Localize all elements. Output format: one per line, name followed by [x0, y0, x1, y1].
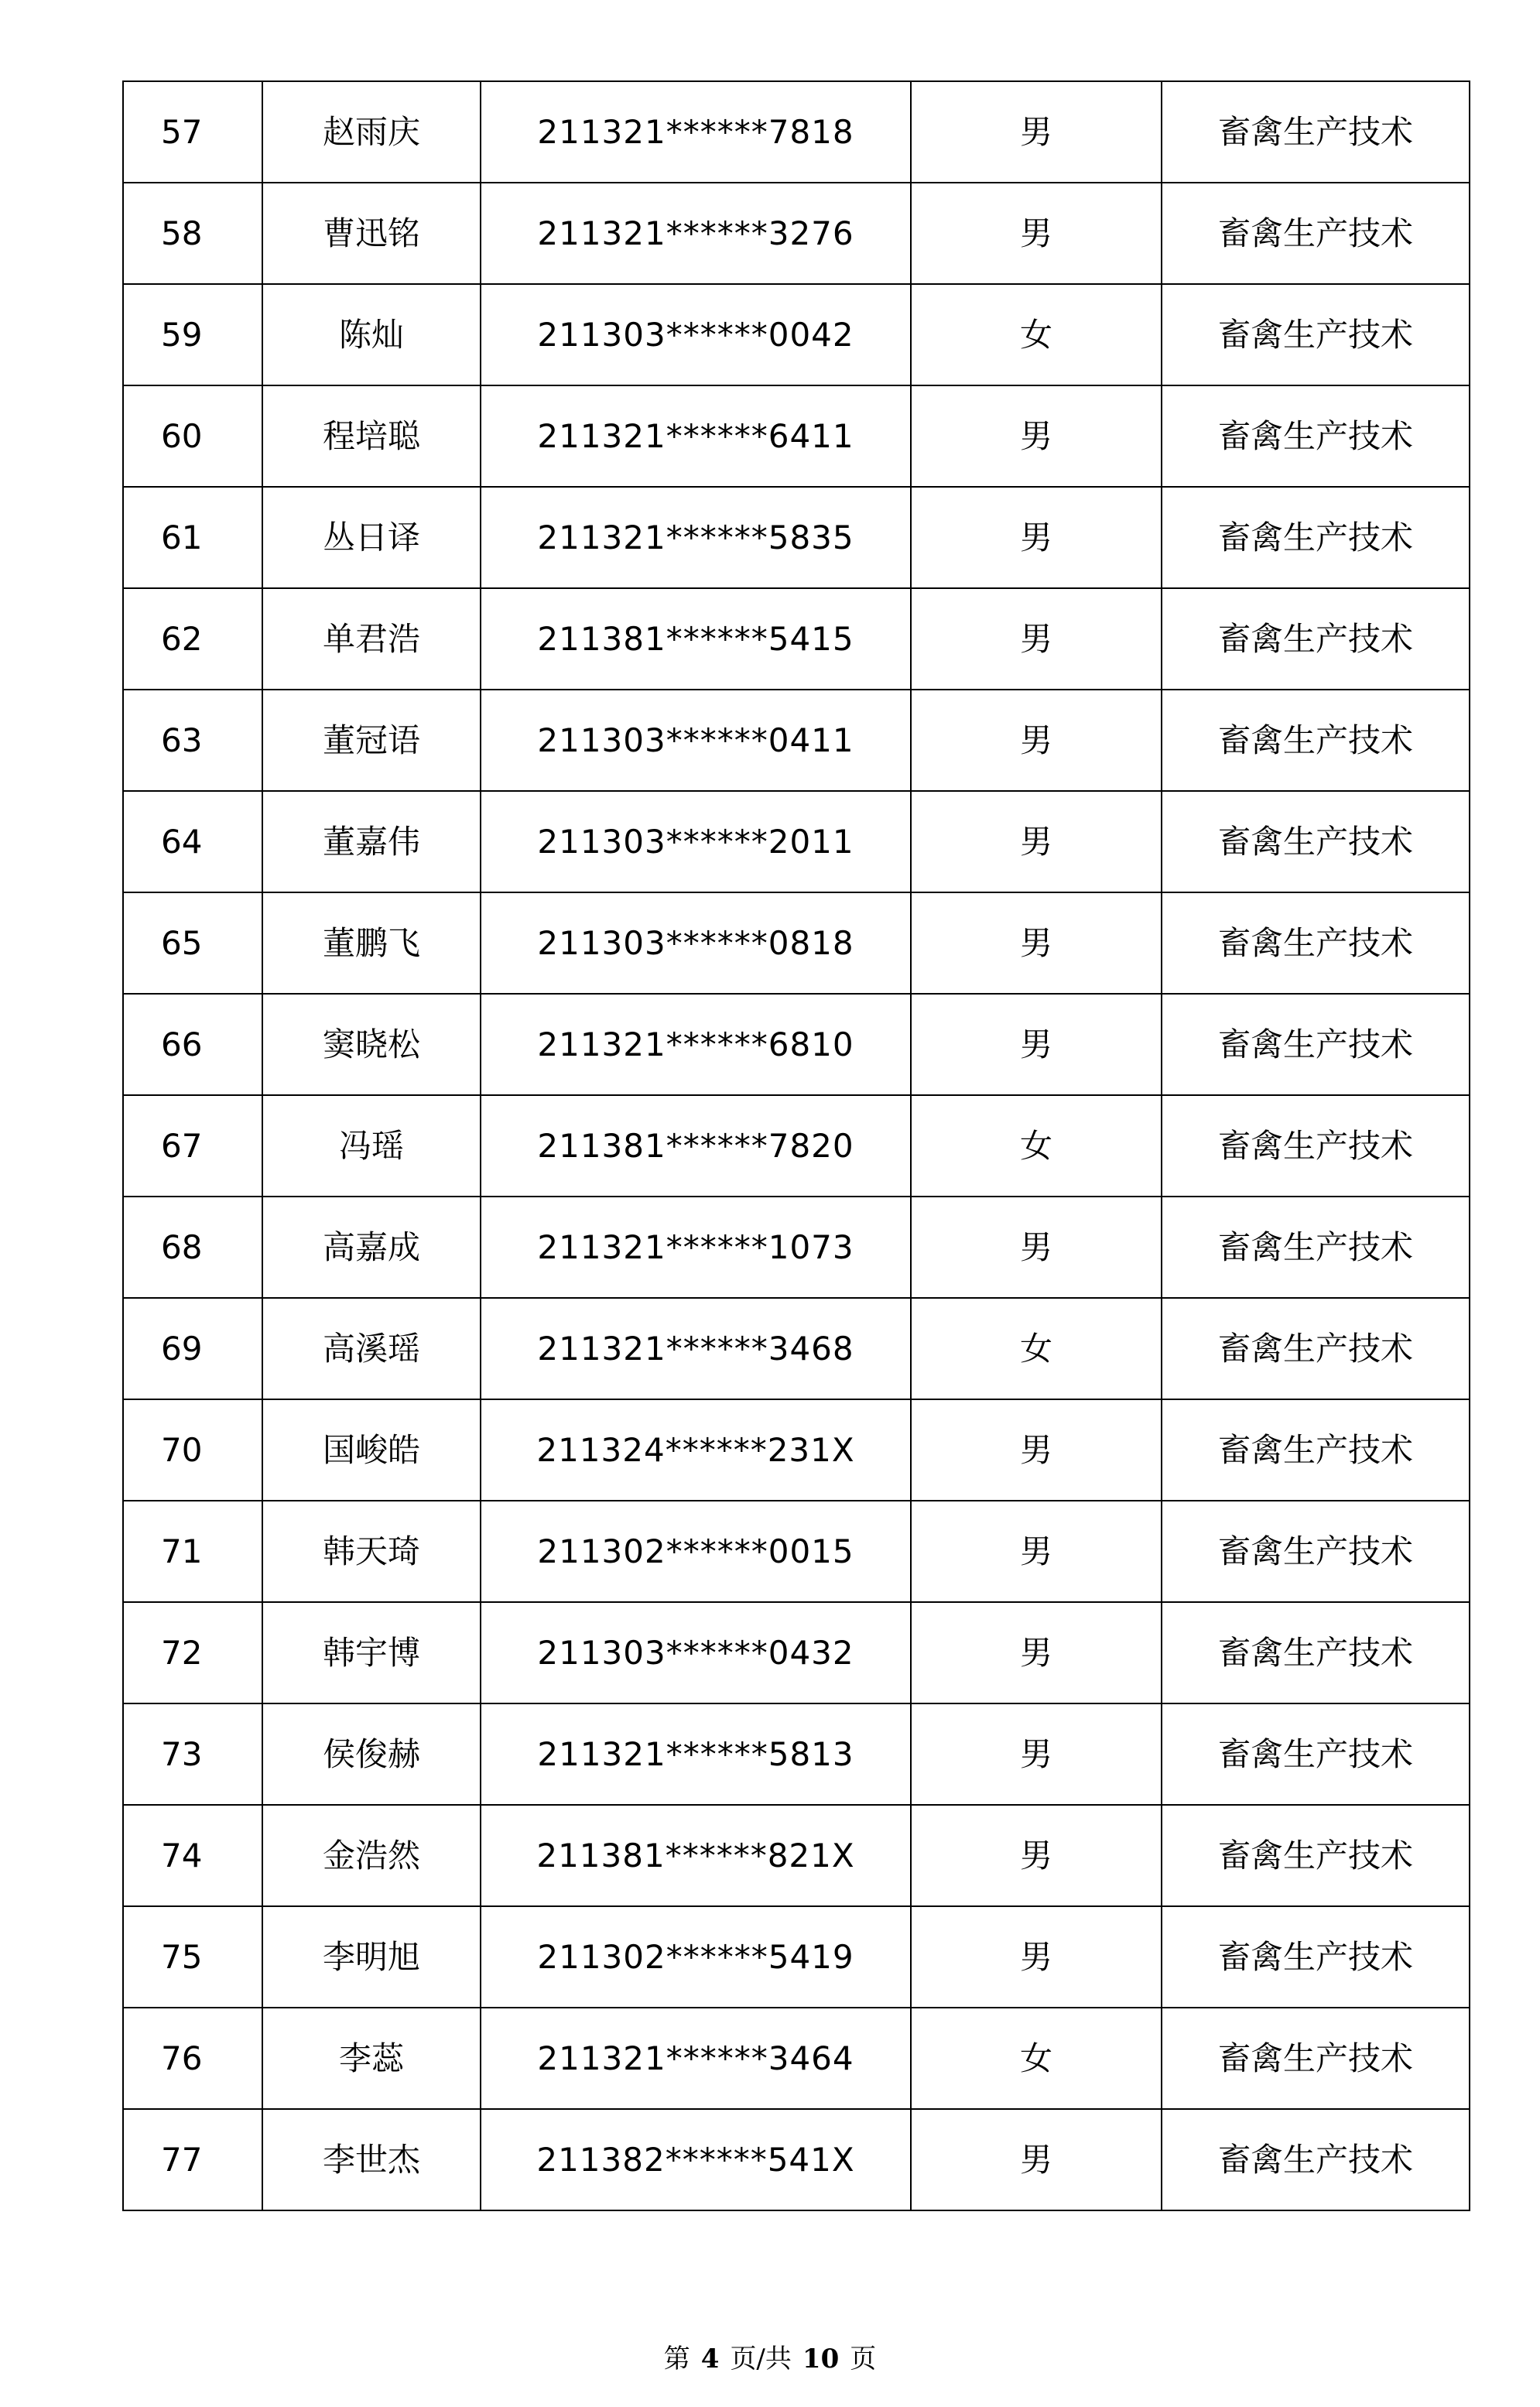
major-cell: 畜禽生产技术 — [1162, 1703, 1470, 1805]
id-number-cell: 211381******5415 — [481, 588, 911, 690]
table-row — [123, 1095, 1470, 1197]
id-number-cell: 211303******0432 — [481, 1602, 911, 1703]
table-row — [123, 892, 1470, 994]
gender-cell: 男 — [911, 791, 1162, 892]
id-number-cell: 211324******231X — [481, 1399, 911, 1501]
gender-cell: 女 — [911, 1298, 1162, 1399]
table-row — [123, 284, 1470, 385]
row-number-cell: 75 — [123, 1906, 262, 2008]
table-row — [123, 2109, 1470, 2210]
student-name-cell: 冯瑶 — [262, 1095, 481, 1197]
row-number-cell: 61 — [123, 487, 262, 588]
gender-cell: 男 — [911, 1399, 1162, 1501]
gender-cell: 女 — [911, 2008, 1162, 2109]
row-number-cell: 62 — [123, 588, 262, 690]
student-name-cell: 韩天琦 — [262, 1501, 481, 1602]
total-page-count: 10 — [802, 2344, 840, 2374]
row-number-cell: 59 — [123, 284, 262, 385]
major-cell: 畜禽生产技术 — [1162, 2008, 1470, 2109]
table-row — [123, 81, 1470, 183]
table-row — [123, 1703, 1470, 1805]
major-cell: 畜禽生产技术 — [1162, 2109, 1470, 2210]
major-cell: 畜禽生产技术 — [1162, 1095, 1470, 1197]
major-cell: 畜禽生产技术 — [1162, 892, 1470, 994]
table-row — [123, 183, 1470, 284]
major-cell: 畜禽生产技术 — [1162, 487, 1470, 588]
major-cell: 畜禽生产技术 — [1162, 791, 1470, 892]
table-row — [123, 1399, 1470, 1501]
row-number-cell: 71 — [123, 1501, 262, 1602]
gender-cell: 男 — [911, 1602, 1162, 1703]
gender-cell: 男 — [911, 487, 1162, 588]
row-number-cell: 72 — [123, 1602, 262, 1703]
id-number-cell: 211321******1073 — [481, 1197, 911, 1298]
major-cell: 畜禽生产技术 — [1162, 1501, 1470, 1602]
table-row — [123, 1602, 1470, 1703]
student-name-cell: 赵雨庆 — [262, 81, 481, 183]
major-cell: 畜禽生产技术 — [1162, 1399, 1470, 1501]
id-number-cell: 211302******5419 — [481, 1906, 911, 2008]
major-cell: 畜禽生产技术 — [1162, 1906, 1470, 2008]
gender-cell: 男 — [911, 1805, 1162, 1906]
row-number-cell: 69 — [123, 1298, 262, 1399]
gender-cell: 男 — [911, 892, 1162, 994]
student-name-cell: 单君浩 — [262, 588, 481, 690]
student-name-cell: 金浩然 — [262, 1805, 481, 1906]
gender-cell: 男 — [911, 588, 1162, 690]
row-number-cell: 57 — [123, 81, 262, 183]
major-cell: 畜禽生产技术 — [1162, 1805, 1470, 1906]
row-number-cell: 76 — [123, 2008, 262, 2109]
table-row — [123, 1906, 1470, 2008]
page-footer — [0, 2344, 1540, 2374]
current-page-number: 4 — [700, 2344, 720, 2374]
id-number-cell: 211321******6411 — [481, 385, 911, 487]
gender-cell: 男 — [911, 1703, 1162, 1805]
row-number-cell: 67 — [123, 1095, 262, 1197]
table-row — [123, 487, 1470, 588]
gender-cell: 男 — [911, 385, 1162, 487]
table-row — [123, 791, 1470, 892]
row-number-cell: 68 — [123, 1197, 262, 1298]
major-cell: 畜禽生产技术 — [1162, 1298, 1470, 1399]
row-number-cell: 64 — [123, 791, 262, 892]
id-number-cell: 211321******3276 — [481, 183, 911, 284]
major-cell: 畜禽生产技术 — [1162, 284, 1470, 385]
student-name-cell: 李蕊 — [262, 2008, 481, 2109]
student-name-cell: 曹迅铭 — [262, 183, 481, 284]
row-number-cell: 58 — [123, 183, 262, 284]
gender-cell: 男 — [911, 994, 1162, 1095]
row-number-cell: 63 — [123, 690, 262, 791]
id-number-cell: 211321******3464 — [481, 2008, 911, 2109]
student-name-cell: 董冠语 — [262, 690, 481, 791]
major-cell: 畜禽生产技术 — [1162, 1197, 1470, 1298]
student-name-cell: 程培聪 — [262, 385, 481, 487]
id-number-cell: 211303******2011 — [481, 791, 911, 892]
id-number-cell: 211321******7818 — [481, 81, 911, 183]
student-roster-table — [122, 80, 1470, 2211]
student-name-cell: 丛日译 — [262, 487, 481, 588]
id-number-cell: 211321******3468 — [481, 1298, 911, 1399]
table-row — [123, 1197, 1470, 1298]
id-number-cell: 211321******5813 — [481, 1703, 911, 1805]
table-row — [123, 385, 1470, 487]
major-cell: 畜禽生产技术 — [1162, 385, 1470, 487]
gender-cell: 男 — [911, 1501, 1162, 1602]
student-name-cell: 侯俊赫 — [262, 1703, 481, 1805]
major-cell: 畜禽生产技术 — [1162, 81, 1470, 183]
table-row — [123, 1805, 1470, 1906]
gender-cell: 男 — [911, 1906, 1162, 2008]
major-cell: 畜禽生产技术 — [1162, 994, 1470, 1095]
student-name-cell: 李明旭 — [262, 1906, 481, 2008]
row-number-cell: 73 — [123, 1703, 262, 1805]
major-cell: 畜禽生产技术 — [1162, 183, 1470, 284]
gender-cell: 女 — [911, 284, 1162, 385]
row-number-cell: 60 — [123, 385, 262, 487]
table-row — [123, 1298, 1470, 1399]
footer-prefix: 第 — [663, 2344, 690, 2374]
student-name-cell: 高嘉成 — [262, 1197, 481, 1298]
gender-cell: 男 — [911, 1197, 1162, 1298]
id-number-cell: 211321******6810 — [481, 994, 911, 1095]
id-number-cell: 211303******0042 — [481, 284, 911, 385]
id-number-cell: 211381******821X — [481, 1805, 911, 1906]
row-number-cell: 65 — [123, 892, 262, 994]
gender-cell: 男 — [911, 81, 1162, 183]
student-name-cell: 国峻皓 — [262, 1399, 481, 1501]
row-number-cell: 77 — [123, 2109, 262, 2210]
table-row — [123, 1501, 1470, 1602]
student-name-cell: 陈灿 — [262, 284, 481, 385]
row-number-cell: 66 — [123, 994, 262, 1095]
student-name-cell: 董嘉伟 — [262, 791, 481, 892]
student-name-cell: 董鹏飞 — [262, 892, 481, 994]
table-row — [123, 690, 1470, 791]
table-row — [123, 588, 1470, 690]
major-cell: 畜禽生产技术 — [1162, 690, 1470, 791]
gender-cell: 男 — [911, 183, 1162, 284]
row-number-cell: 74 — [123, 1805, 262, 1906]
major-cell: 畜禽生产技术 — [1162, 588, 1470, 690]
gender-cell: 男 — [911, 2109, 1162, 2210]
table-row — [123, 994, 1470, 1095]
major-cell: 畜禽生产技术 — [1162, 1602, 1470, 1703]
student-name-cell: 韩宇博 — [262, 1602, 481, 1703]
id-number-cell: 211321******5835 — [481, 487, 911, 588]
id-number-cell: 211381******7820 — [481, 1095, 911, 1197]
gender-cell: 男 — [911, 690, 1162, 791]
roster-body — [123, 81, 1470, 2210]
table-row — [123, 2008, 1470, 2109]
id-number-cell: 211382******541X — [481, 2109, 911, 2210]
id-number-cell: 211302******0015 — [481, 1501, 911, 1602]
student-name-cell: 高溪瑶 — [262, 1298, 481, 1399]
student-name-cell: 李世杰 — [262, 2109, 481, 2210]
id-number-cell: 211303******0818 — [481, 892, 911, 994]
id-number-cell: 211303******0411 — [481, 690, 911, 791]
footer-suffix: 页 — [850, 2344, 877, 2374]
row-number-cell: 70 — [123, 1399, 262, 1501]
footer-middle: 页/共 — [730, 2344, 792, 2374]
gender-cell: 女 — [911, 1095, 1162, 1197]
student-name-cell: 窦晓松 — [262, 994, 481, 1095]
